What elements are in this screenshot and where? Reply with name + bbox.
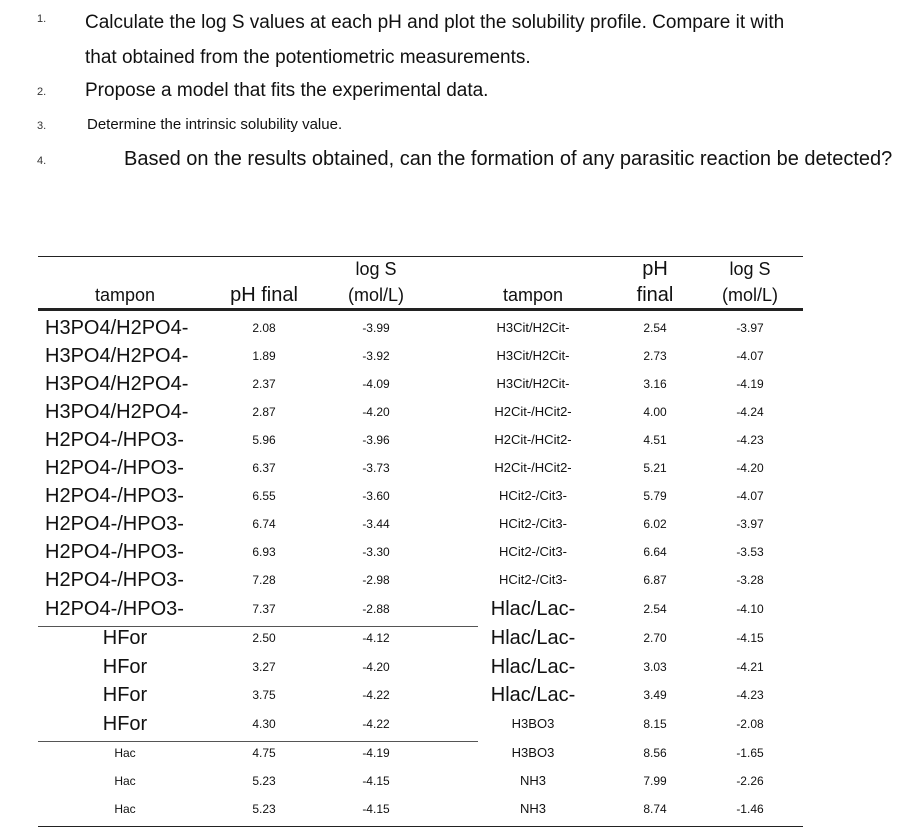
cell-right-logs: -2.26 — [736, 774, 764, 788]
cell-right-ph: 8.74 — [643, 802, 667, 816]
table-top-rule — [38, 256, 803, 257]
cell-left-buffer: H3PO4/H2PO4- — [45, 373, 189, 395]
cell-right-buffer: H3BO3 — [511, 745, 555, 760]
header-left-ph: pH final — [230, 284, 298, 306]
question-text: Based on the results obtained, can the formation of any parasitic reaction be detected? — [124, 148, 893, 170]
cell-left-logs: -3.96 — [362, 433, 390, 447]
header-right-buffer: tampon — [502, 285, 564, 305]
cell-left-logs: -2.88 — [362, 602, 390, 616]
cell-left-buffer: Hac — [114, 746, 136, 760]
cell-right-logs: -4.23 — [736, 688, 764, 702]
cell-right-buffer: HCit2-/Cit3- — [499, 544, 567, 559]
cell-left-logs: -4.20 — [362, 660, 390, 674]
cell-left-buffer: H2PO4-/HPO3- — [45, 541, 184, 563]
cell-right-ph: 6.87 — [643, 573, 667, 587]
cell-left-ph: 4.75 — [252, 746, 276, 760]
cell-left-buffer: H3PO4/H2PO4- — [45, 401, 189, 423]
cell-left-ph: 2.50 — [252, 631, 276, 645]
cell-right-ph: 2.54 — [643, 321, 667, 335]
table-section-rule — [38, 741, 478, 742]
cell-right-logs: -1.46 — [736, 802, 764, 816]
cell-right-ph: 2.54 — [643, 602, 667, 616]
question-text: that obtained from the potentiometric measurements. — [85, 47, 531, 68]
cell-left-buffer: H2PO4-/HPO3- — [45, 429, 184, 451]
cell-right-buffer: H2Cit-/HCit2- — [494, 404, 572, 419]
cell-left-ph: 2.37 — [252, 377, 276, 391]
cell-left-logs: -4.12 — [362, 631, 390, 645]
cell-left-logs: -4.09 — [362, 377, 390, 391]
cell-right-buffer: H2Cit-/HCit2- — [494, 432, 572, 447]
cell-left-logs: -2.98 — [362, 573, 390, 587]
cell-left-buffer: HFor — [102, 713, 148, 735]
cell-right-logs: -4.21 — [736, 660, 764, 674]
header-left-logs: log S — [355, 259, 397, 279]
cell-right-logs: -4.10 — [736, 602, 764, 616]
cell-right-buffer: NH3 — [519, 801, 546, 816]
cell-left-ph: 6.55 — [252, 489, 276, 503]
cell-left-ph: 3.75 — [252, 688, 276, 702]
question-text: Determine the intrinsic solubility value. — [87, 116, 343, 133]
cell-left-ph: 5.23 — [252, 774, 276, 788]
cell-left-ph: 3.27 — [252, 660, 276, 674]
cell-right-logs: -2.08 — [736, 717, 764, 731]
cell-right-logs: -3.28 — [736, 573, 764, 587]
cell-right-buffer: Hlac/Lac- — [490, 598, 576, 620]
cell-right-logs: -4.15 — [736, 631, 764, 645]
cell-right-logs: -3.97 — [736, 517, 764, 531]
cell-left-buffer: Hac — [114, 802, 136, 816]
cell-right-ph: 5.21 — [643, 461, 667, 475]
header-right-ph: pH — [642, 258, 668, 280]
cell-left-buffer: H2PO4-/HPO3- — [45, 513, 184, 535]
cell-right-logs: -4.24 — [736, 405, 764, 419]
cell-right-logs: -4.20 — [736, 461, 764, 475]
header-right-ph-unit: final — [636, 284, 674, 306]
cell-left-logs: -3.60 — [362, 489, 390, 503]
cell-right-ph: 3.49 — [643, 688, 667, 702]
cell-right-logs: -3.97 — [736, 321, 764, 335]
cell-left-ph: 6.74 — [252, 517, 276, 531]
cell-left-logs: -3.44 — [362, 517, 390, 531]
cell-right-ph: 4.00 — [643, 405, 667, 419]
question-number: 4. — [37, 155, 47, 167]
cell-right-buffer: Hlac/Lac- — [490, 684, 576, 706]
cell-left-logs: -4.19 — [362, 746, 390, 760]
question-text: Propose a model that fits the experimental data. — [85, 80, 489, 101]
cell-right-buffer: HCit2-/Cit3- — [499, 572, 567, 587]
cell-right-logs: -1.65 — [736, 746, 764, 760]
cell-left-ph: 4.30 — [252, 717, 276, 731]
cell-left-logs: -3.30 — [362, 545, 390, 559]
cell-right-logs: -4.19 — [736, 377, 764, 391]
cell-left-logs: -4.15 — [362, 802, 390, 816]
cell-left-logs: -3.73 — [362, 461, 390, 475]
cell-left-buffer: H2PO4-/HPO3- — [45, 569, 184, 591]
cell-left-ph: 2.08 — [252, 321, 276, 335]
cell-right-buffer: H3Cit/H2Cit- — [496, 348, 570, 363]
cell-left-buffer: HFor — [102, 684, 148, 706]
cell-right-buffer: H3BO3 — [511, 716, 555, 731]
cell-left-logs: -4.20 — [362, 405, 390, 419]
cell-right-ph: 2.73 — [643, 349, 667, 363]
cell-right-buffer: Hlac/Lac- — [490, 627, 576, 649]
cell-right-buffer: H2Cit-/HCit2- — [494, 460, 572, 475]
question-text: Calculate the log S values at each pH and plot the solubility profile. Compare it with — [85, 12, 785, 33]
cell-right-buffer: H3Cit/H2Cit- — [496, 376, 570, 391]
cell-left-buffer: H2PO4-/HPO3- — [45, 598, 184, 620]
cell-right-buffer: H3Cit/H2Cit- — [496, 320, 570, 335]
cell-right-ph: 3.16 — [643, 377, 667, 391]
cell-left-ph: 7.28 — [252, 573, 276, 587]
cell-right-ph: 3.03 — [643, 660, 667, 674]
cell-right-buffer: Hlac/Lac- — [490, 656, 576, 678]
cell-left-buffer: H2PO4-/HPO3- — [45, 485, 184, 507]
cell-left-ph: 5.23 — [252, 802, 276, 816]
header-left-buffer: tampon — [94, 285, 156, 305]
question-number: 3. — [37, 120, 47, 132]
cell-right-logs: -4.07 — [736, 489, 764, 503]
cell-right-ph: 5.79 — [643, 489, 667, 503]
cell-left-buffer: H3PO4/H2PO4- — [45, 317, 189, 339]
cell-left-ph: 7.37 — [252, 602, 276, 616]
cell-left-ph: 2.87 — [252, 405, 276, 419]
cell-left-buffer: H3PO4/H2PO4- — [45, 345, 189, 367]
cell-left-buffer: H2PO4-/HPO3- — [45, 457, 184, 479]
cell-right-buffer: HCit2-/Cit3- — [499, 516, 567, 531]
cell-left-buffer: HFor — [102, 627, 148, 649]
cell-right-ph: 8.56 — [643, 746, 667, 760]
cell-left-logs: -3.99 — [362, 321, 390, 335]
cell-right-ph: 8.15 — [643, 717, 667, 731]
cell-left-buffer: Hac — [114, 774, 136, 788]
cell-right-logs: -4.23 — [736, 433, 764, 447]
cell-right-ph: 6.64 — [643, 545, 667, 559]
cell-right-ph: 6.02 — [643, 517, 667, 531]
cell-right-logs: -3.53 — [736, 545, 764, 559]
cell-left-logs: -4.15 — [362, 774, 390, 788]
header-right-logs: log S — [729, 259, 771, 279]
cell-left-logs: -3.92 — [362, 349, 390, 363]
cell-left-ph: 1.89 — [252, 349, 276, 363]
cell-left-ph: 5.96 — [252, 433, 276, 447]
question-number: 1. — [37, 13, 47, 25]
table-header-rule — [38, 308, 803, 311]
header-right-logs-unit: (mol/L) — [721, 285, 778, 305]
cell-right-ph: 2.70 — [643, 631, 667, 645]
cell-right-buffer: HCit2-/Cit3- — [499, 488, 567, 503]
question-number: 2. — [37, 86, 47, 98]
cell-left-ph: 6.93 — [252, 545, 276, 559]
header-left-logs-unit: (mol/L) — [347, 285, 404, 305]
cell-left-logs: -4.22 — [362, 688, 390, 702]
cell-right-logs: -4.07 — [736, 349, 764, 363]
cell-right-buffer: NH3 — [519, 773, 546, 788]
cell-right-ph: 4.51 — [643, 433, 667, 447]
cell-left-ph: 6.37 — [252, 461, 276, 475]
cell-left-logs: -4.22 — [362, 717, 390, 731]
cell-right-ph: 7.99 — [643, 774, 667, 788]
cell-left-buffer: HFor — [102, 656, 148, 678]
